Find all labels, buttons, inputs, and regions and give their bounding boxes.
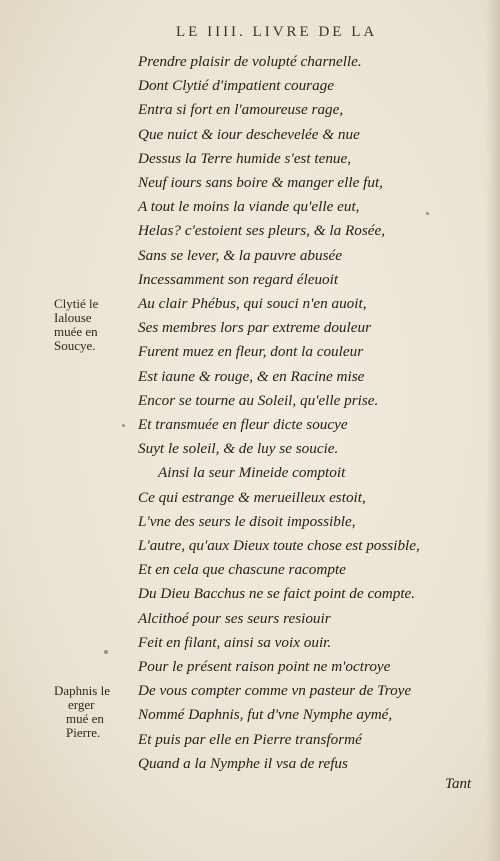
- verse-line: Incessamment son regard éleuoit: [138, 270, 339, 288]
- verse-line: Que nuict & iour deschevelée & nue: [138, 125, 360, 143]
- verse-line: Ses membres lors par extreme douleur: [138, 319, 371, 337]
- verse-line: Sans se lever, & la pauvre abusée: [138, 246, 342, 264]
- verse-line: Prendre plaisir de volupté charnelle.: [138, 53, 362, 70]
- verse-line: L'autre, qu'aux Dieux toute chose est possible,: [138, 537, 420, 555]
- margin-note-daphnis: [54, 684, 138, 740]
- page-gutter-shadow: [486, 0, 500, 861]
- ink-spot: [426, 212, 429, 215]
- verse-line: Alcithoé pour ses seurs resiouir: [138, 609, 331, 627]
- verse-block: [138, 50, 488, 776]
- verse-line: Furent muez en fleur, dont la couleur: [138, 343, 364, 361]
- verse-line: A tout le moins la viande qu'elle eut,: [138, 198, 360, 216]
- verse-line: Au clair Phébus, qui souci n'en auoit,: [138, 295, 367, 313]
- margin-note-line: Daphnis le: [54, 683, 110, 698]
- verse-line: Quand a la Nymphe il vsa de refus: [138, 754, 348, 772]
- verse-line: Feit en filant, ainsi sa voix ouir.: [138, 633, 332, 651]
- margin-note-line: Ialouse: [54, 310, 92, 325]
- margin-note-line: Soucye.: [54, 338, 96, 353]
- verse-line: Dont Clytié d'impatient courage: [138, 77, 335, 95]
- verse-line: Neuf iours sans boire & manger elle fut,: [138, 174, 383, 192]
- margin-note-line: erger: [68, 697, 95, 712]
- verse-line: Et transmuée en fleur dicte soucye: [138, 416, 348, 434]
- margin-note-line: Pierre.: [66, 725, 101, 740]
- margin-note-line: Clytié le: [54, 296, 99, 311]
- ink-spot: [122, 424, 125, 427]
- verse-line: Encor se tourne au Soleil, qu'elle prise.: [138, 391, 379, 409]
- running-title: LE IIII. LIVRE DE LA: [176, 24, 378, 40]
- verse-line: Entra si fort en l'amoureuse rage,: [138, 101, 344, 119]
- verse-line: Est iaune & rouge, & en Racine mise: [138, 367, 365, 385]
- verse-line: Nommé Daphnis, fut d'vne Nymphe aymé,: [138, 706, 393, 724]
- verse-line: Suyt le soleil, & de luy se soucie.: [138, 440, 339, 458]
- margin-note-line: mué en: [66, 711, 104, 726]
- verse-line: L'vne des seurs le disoit impossible,: [138, 512, 356, 530]
- verse-line: Ainsi la seur Mineide comptoit: [158, 464, 346, 482]
- verse-line: Et puis par elle en Pierre transformé: [138, 730, 362, 748]
- margin-note-clytie: [54, 297, 138, 353]
- verse-line: De vous compter comme vn pasteur de Troye: [138, 682, 412, 700]
- margin-note-line: muée en: [54, 324, 98, 339]
- ink-spot: [104, 650, 108, 654]
- verse-line: Et en cela que chascune racompte: [138, 561, 346, 579]
- verse-line: Du Dieu Bacchus ne se faict point de compte.: [138, 585, 416, 603]
- verse-line: Helas? c'estoient ses pleurs, & la Rosée,: [138, 222, 386, 240]
- verse-line: Dessus la Terre humide s'est tenue,: [138, 149, 352, 167]
- verse-line: Ce qui estrange & merueilleux estoit,: [138, 488, 366, 506]
- verse-line: Pour le présent raison point ne m'octroye: [138, 658, 391, 676]
- catchword: Tant: [445, 776, 472, 792]
